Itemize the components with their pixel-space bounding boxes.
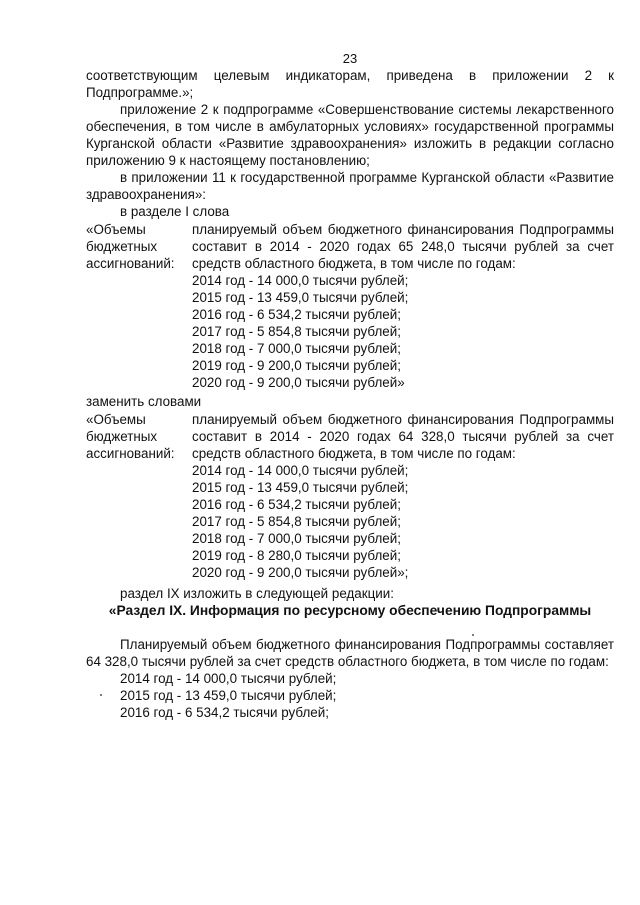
paragraph-section-9-body: Планируемый объем бюджетного финансирования Подпрограммы составляет 64 328,0 тысячи рублей за счет средств областного бюджета, в том числе по годам: [86,637,614,669]
budget-year-line: 2018 год - 7 000,0 тысячи рублей; [192,531,401,546]
budget-table-old [86,221,614,391]
budget-year-line: 2019 год - 8 280,0 тысячи рублей; [192,548,401,563]
budget-year-line: 2017 год - 5 854,8 тысячи рублей; [192,514,401,529]
scan-speck [472,634,474,636]
paragraph-section-1-words: в разделе I слова [120,204,230,219]
budget-year-line: 2019 год - 9 200,0 тысячи рублей; [192,358,401,373]
budget-year-line: 2017 год - 5 854,8 тысячи рублей; [192,324,401,339]
budget-year-line: 2016 год - 6 534,2 тысячи рублей; [192,307,401,322]
budget-year-line: 2014 год - 14 000,0 тысячи рублей; [192,463,409,478]
budget-year-line: 2016 год - 6 534,2 тысячи рублей; [192,497,401,512]
budget-table-old-label: «Объемы бюджетных ассигнований: [86,222,175,271]
budget-table-old-value [190,221,614,391]
document-content [86,67,614,721]
scan-speck [100,694,102,696]
paragraph-replace-with: заменить словами [86,394,202,409]
paragraph-section-9-intro: раздел IX изложить в следующей редакции: [120,586,394,601]
spacer [86,619,614,636]
page-number: 23 [342,51,358,66]
budget-table-new-text: планируемый объем бюджетного финансирования Подпрограммы составит в 2014 - 2020 годах 64 328,0 тысячи рублей за счет средств областного бюджета, в том числе по годам: [192,412,614,461]
budget-year-line: 2015 год - 13 459,0 тысячи рублей; [192,480,409,495]
paragraph-indicators: соответствующим целевым индикаторам, приведена в приложении 2 к Подпрограмме.»; [86,68,614,100]
budget-table-new [86,411,614,581]
budget-table-new-value [190,411,614,581]
budget-year-line: 2020 год - 9 200,0 тысячи рублей»; [192,565,409,580]
paragraph-appendix-11: в приложении 11 к государственной программе Курганской области «Развитие здравоохранения»: [86,170,614,202]
section-9-heading: «Раздел IX. Информация по ресурсному обеспечению Подпрограммы [108,603,592,618]
section-year-line: 2015 год - 13 459,0 тысячи рублей; [120,688,337,703]
budget-year-line: 2020 год - 9 200,0 тысячи рублей» [192,375,405,390]
section-year-line: 2016 год - 6 534,2 тысячи рублей; [120,705,329,720]
budget-table-new-label: «Объемы бюджетных ассигнований: [86,412,175,461]
section-year-line: 2014 год - 14 000,0 тысячи рублей; [120,671,337,686]
budget-year-line: 2018 год - 7 000,0 тысячи рублей; [192,341,401,356]
budget-table-old-text: планируемый объем бюджетного финансирования Подпрограммы составит в 2014 - 2020 годах 65 248,0 тысячи рублей за счет средств областного бюджета, в том числе по годам: [192,222,614,271]
budget-year-line: 2014 год - 14 000,0 тысячи рублей; [192,273,409,288]
budget-year-line: 2015 год - 13 459,0 тысячи рублей; [192,290,409,305]
paragraph-appendix-2: приложение 2 к подпрограмме «Совершенствование системы лекарственного обеспечения, в том числе в амбулаторных условиях» государственной программы Курганской области «Развитие здравоохранения» изложить в редакции согласно приложению 9 к настоящему постановлению; [86,102,614,168]
